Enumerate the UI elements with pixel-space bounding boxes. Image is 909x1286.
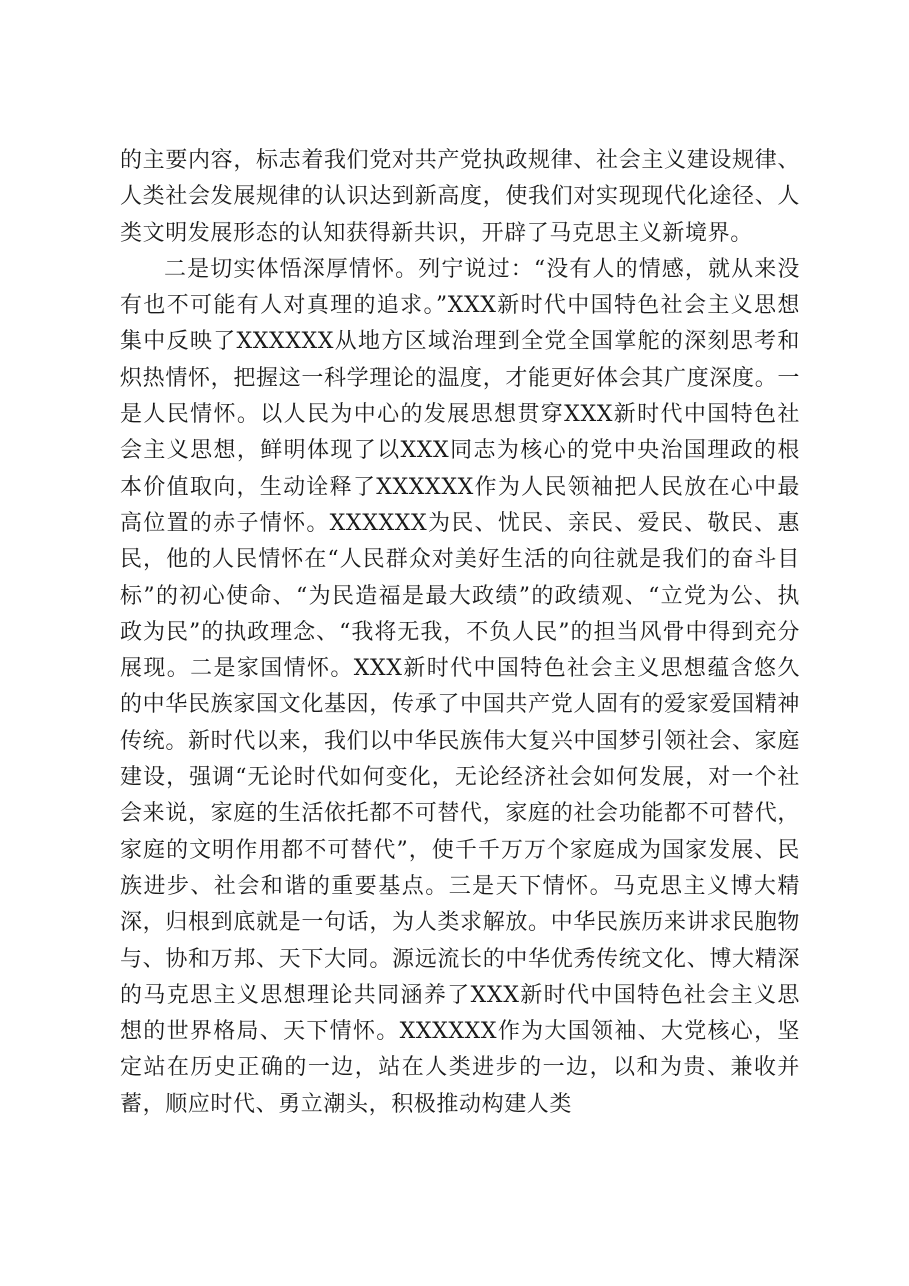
paragraph-deep-feelings: 二是切实体悟深厚情怀。列宁说过：“没有人的情感，就从来没有也不可能有人对真理的追求。”XXX新时代中国特色社会主义思想集中反映了XXXXXX从地方区域治理到全党全国掌舵的深刻思考和炽热情怀，把握这一科学理论的温度，才能更好体会其广度深度。一是人民情怀。以人民为中心的发展思想贯穿XXX新时代中国特色社会主义思想，鲜明体现了以XXX同志为核心的党中央治国理政的根本价值取向，生动诠释了XXXXXX作为人民领袖把人民放在心中最高位置的赤子情怀。XXXXXX为民、忧民、亲民、爱民、敬民、惠民，他的人民情怀在“人民群众对美好生活的向往就是我们的奋斗目标”的初心使命、“为民造福是最大政绩”的政绩观、“立党为公、执政为民”的执政理念、“我将无我，不负人民”的担当风骨中得到充分展现。二是家国情怀。XXX新时代中国特色社会主义思想蕴含悠久的中华民族家国文化基因，传承了中国共产党人固有的爱家爱国精神传统。新时代以来，我们以中华民族伟大复兴中国梦引领社会、家庭建设，强调“无论时代如何变化，无论经济社会如何发展，对一个社会来说，家庭的生活依托都不可替代，家庭的社会功能都不可替代，家庭的文明作用都不可替代”，使千千万万个家庭成为国家发展、民族进步、社会和谐的重要基点。三是天下情怀。马克思主义博大精深，归根到底就是一句话，为人类求解放。中华民族历来讲求民胞物与、协和万邦、天下大同。源远流长的中华优秀传统文化、博大精深的马克思主义思想理论共同涵养了XXX新时代中国特色社会主义思想的世界格局、天下情怀。XXXXXX作为大国领袖、大党核心，坚定站在历史正确的一边，站在人类进步的一边，以和为贵、兼收并蓄，顺应时代、勇立潮头，积极推动构建人类: [120, 256, 800, 1117]
paragraph-continuation: 的主要内容，标志着我们党对共产党执政规律、社会主义建设规律、人类社会发展规律的认识达到新高度，使我们对实现现代化途径、人类文明发展形态的认知获得新共识，开辟了马克思主义新境界。: [120, 148, 800, 246]
document-body: [120, 143, 800, 1123]
